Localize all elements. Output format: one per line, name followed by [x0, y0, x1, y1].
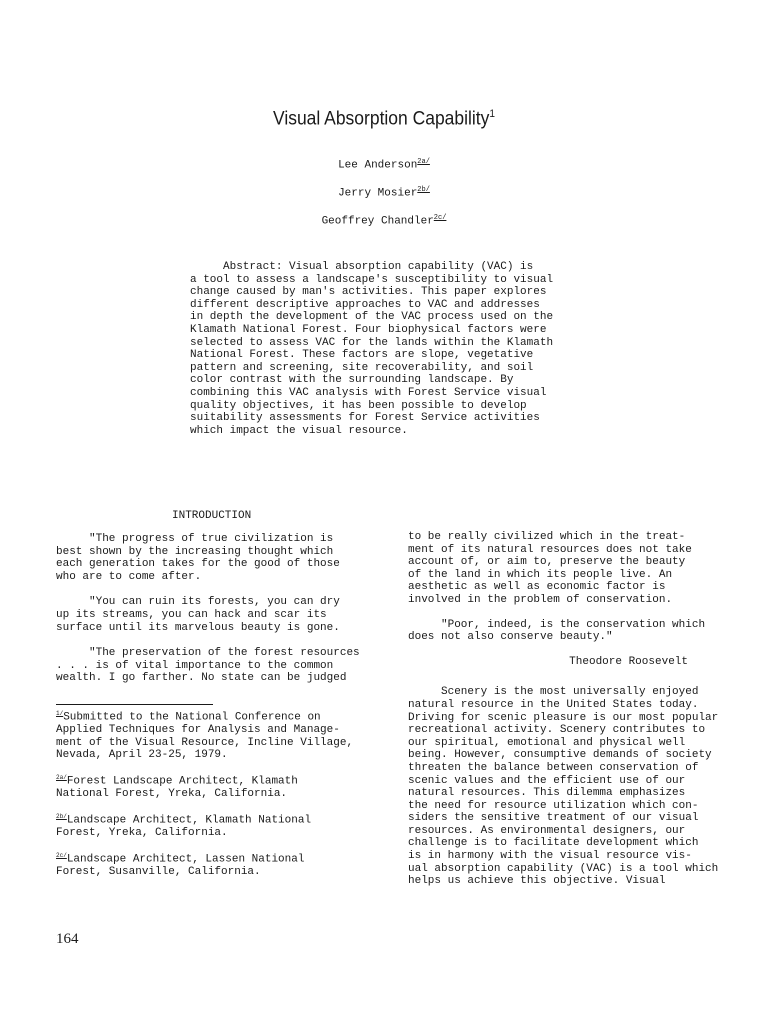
- author-mark: 2b/: [417, 186, 430, 194]
- abstract: Abstract: Visual absorption capability (VAC) is a tool to assess a landscape's susceptibility to visual change caused by man's activities. This paper explores different descriptive approaches to VAC and addresses in depth the development of the VAC process used on the Klamath National Forest. Four biophysical factors were selected to assess VAC for the lands within the Klamath National Forest. These factors are slope, vegetative pattern and screening, site recoverability, and soil color contrast with the surrounding landscape. By combining this VAC analysis with Forest Service visual quality objectives, it has been possible to develop suitability assessments for Forest Service activities which impact the visual resource.: [190, 261, 554, 437]
- footnote-mark: 1/: [56, 710, 64, 717]
- author-name: Lee Anderson: [338, 159, 418, 172]
- right-column: [408, 531, 728, 900]
- footnotes: [56, 708, 386, 889]
- quote-paragraph: "Poor, indeed, is the conservation which does not also conserve beauty.": [408, 618, 706, 644]
- footnote-mark: 2c/: [56, 851, 67, 859]
- author-mark: 2a/: [417, 158, 430, 166]
- section-heading-introduction: INTRODUCTION: [172, 510, 252, 522]
- left-column: [56, 533, 386, 698]
- author-name: Jerry Mosier: [338, 187, 418, 200]
- paragraph: "The progress of true civilization is best shown by the increasing thought which each generation takes for the good of those who are to come after.: [56, 533, 340, 583]
- footnote-divider: [56, 704, 213, 705]
- paragraph: "You can ruin its forests, you can dry up its streams, you can hack and scar its surface until its marvelous beauty is gone.: [56, 596, 340, 634]
- footnote-1: [56, 708, 386, 762]
- footnote-2c: [56, 850, 386, 879]
- author-name: Geoffrey Chandler: [321, 215, 434, 228]
- footnote-text: Landscape Architect, Klamath National Forest, Yreka, California.: [56, 814, 312, 840]
- title-text: Visual Absorption Capability: [272, 108, 490, 130]
- paragraph: to be really civilized which in the treat- ment of its natural resources does not take account of, or aim to, preserve the beauty of the land in which its people live. An aesthetic as well as economic factor is involved in the problem of conservation.: [408, 531, 692, 606]
- page-number: 164: [56, 931, 79, 947]
- author-1: [0, 156, 768, 172]
- paper-title: [31, 108, 738, 130]
- quote-attribution: Theodore Roosevelt: [569, 655, 688, 668]
- paragraph: Scenery is the most universally enjoyed natural resource in the United States today. Driving for scenic pleasure is our most popular recreational activity. Scenery contributes to our spiritual, emotional and physical well being. However, consumptive demands of society threaten the balance between conservation of scenic values and the efficient use of our natural resources. This dilemma emphasizes the need for resource utilization which con- siders the sensitive treatment of our visual resources. As environmental designers, our challenge is to facilitate development which is in harmony with the visual resource vis- ual absorption capability (VAC) is a tool which helps us achieve this objective. Visual: [408, 686, 719, 888]
- footnote-mark: 2b/: [56, 812, 67, 820]
- footnote-text: Forest Landscape Architect, Klamath National Forest, Yreka, California.: [56, 775, 298, 801]
- footnote-text: Landscape Architect, Lassen National Forest, Susanville, California.: [56, 853, 305, 878]
- footnote-2a: [56, 772, 386, 801]
- footnote-2b: [56, 811, 386, 840]
- author-mark: 2c/: [433, 214, 447, 222]
- title-footnote-mark: 1: [489, 108, 496, 120]
- footnote-mark: 2a/: [56, 774, 67, 782]
- footnote-text: Submitted to the National Conference on Applied Techniques for Analysis and Manage- ment of the Visual Resource, Incline Village, Nevada, April 23-25, 1979.: [56, 711, 354, 762]
- author-3: [0, 212, 768, 228]
- author-2: [0, 184, 768, 200]
- paragraph: "The preservation of the forest resources . . . is of vital importance to the common wealth. I go farther. No state can be judged: [56, 647, 360, 685]
